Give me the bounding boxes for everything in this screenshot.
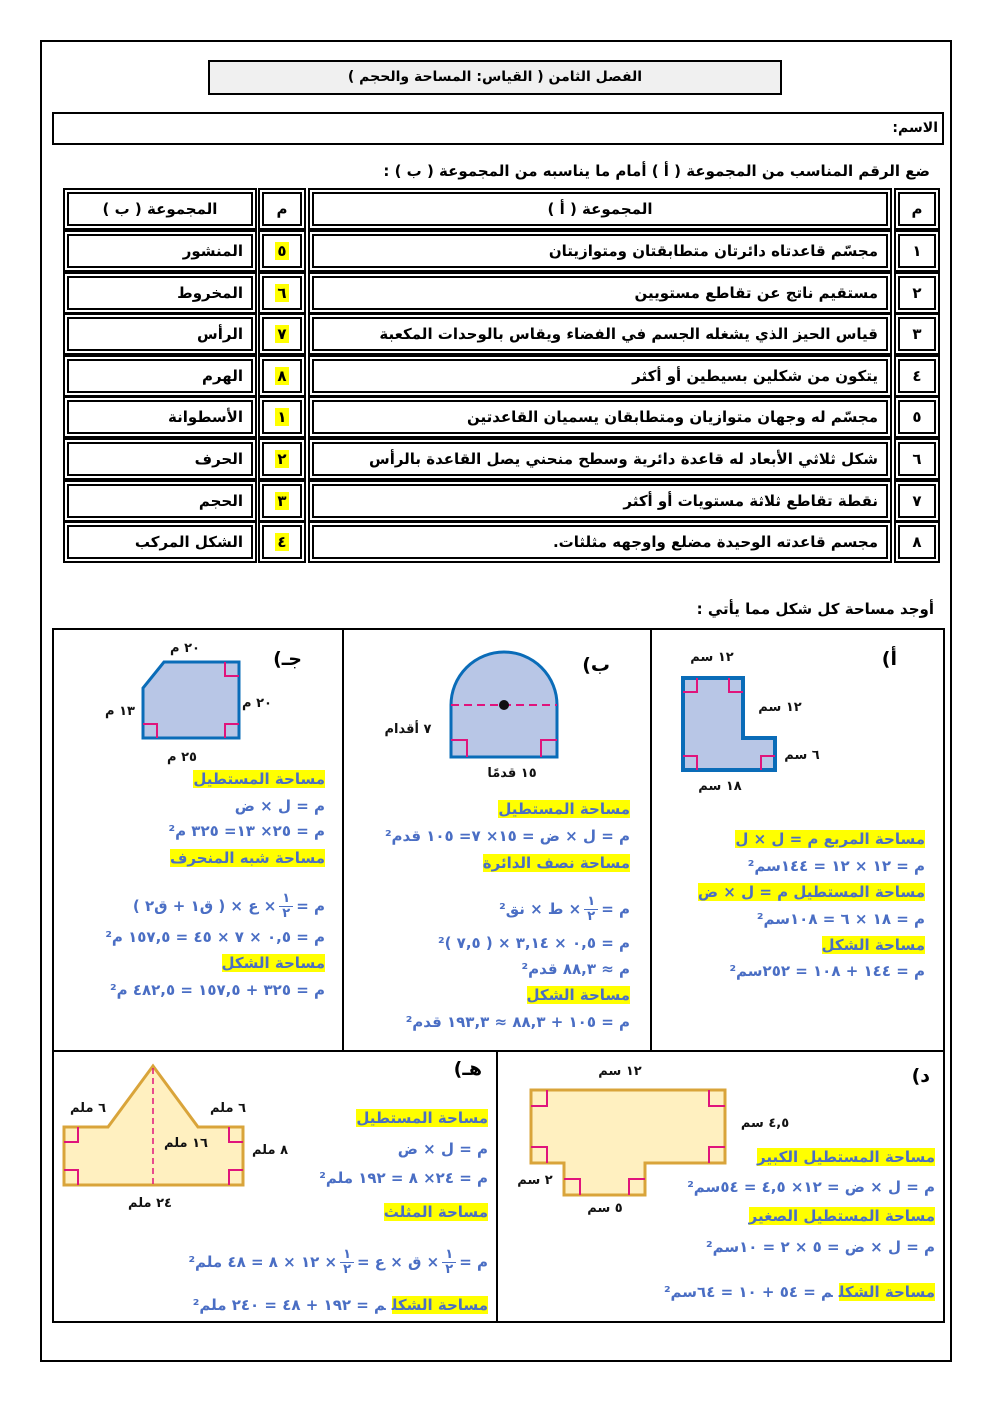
row-number: ١ [898,234,936,268]
formula-line [499,895,630,924]
group-b-item: المنشور [67,234,253,268]
formula-line: م = ١٤٤ + ١٠٨ = ٢٥٢سم² [729,962,925,980]
answer-number: ٣ [277,491,287,510]
group-b-item: المخروط [67,276,253,310]
dimension-label: ٢٠ م [170,641,200,656]
dimension-label: ٧ أقدام [384,722,432,737]
formula-text: م = ١٩٢ + ٤٨ = ٢٤٠ ملم² [192,1296,386,1314]
dimension-label: ٦ ملم [209,1101,247,1116]
areas-instruction: أوجد مساحة كل شكل مما يأتي : [696,600,934,618]
chapter-title: الفصل الثامن ( القياس: المساحة والحجم ) [208,60,782,95]
dimension-label: ٦ ملم [69,1101,107,1116]
group-a-item: يتكون من شكلين بسيطين أو أكثر [312,359,888,393]
dimension-label: ١٣ م [105,704,135,719]
dimension-label: ١٥ قدمًا [487,766,537,781]
group-b-item: الأسطوانة [67,400,253,434]
dimension-label: ١٢ سم [690,650,734,665]
formula-text: م = [601,900,630,918]
group-a-item: شكل ثلاثي الأبعاد له قاعدة دائرية وسطح منحني يصل القاعدة بالرأس [312,442,888,476]
figure-a-l-shape [683,678,775,770]
dimension-label: ٥ سم [587,1201,623,1216]
formula-line: م = ٠,٥ × ٧ × ٤٥ = ١٥٧,٥ م² [105,928,325,946]
dimension-label: ١٦ ملم [164,1136,208,1151]
section-heading: مساحة المثلث [383,1203,488,1221]
row-number: ٤ [898,359,936,393]
section-heading: مساحة الشكل [526,986,630,1004]
formula-text: × ط × نق² [499,900,582,918]
dimension-label: ٨ ملم [251,1143,289,1158]
formula-line [193,1296,488,1314]
answer-number: ٥ [277,242,287,260]
dimension-label: ٢٥ م [167,750,197,765]
dimension-label: ٤,٥ سم [740,1116,790,1131]
name-label: الاسم: [892,120,938,136]
section-heading: مساحة نصف الدائرة [482,854,630,872]
fraction-half [340,1248,354,1277]
matching-instruction: ضع الرقم المناسب من المجموعة ( أ ) أمام ما يناسبه من المجموعة ( ب ) : [383,162,930,180]
answer-number: ٧ [277,325,287,344]
fraction-numerator: ١ [340,1248,354,1263]
group-a-item: مجسّم قاعدتاه دائرتان متطابقتان ومتوازيتان [312,234,888,268]
fraction-numerator: ١ [442,1248,456,1263]
group-b-item: الرأس [67,317,253,351]
panel-label: جـ) [273,648,302,670]
fraction-denominator: ٢ [445,1262,454,1277]
formula-line: م = ل × ض = ١٥× ٧= ١٠٥ قدم² [384,827,630,845]
fraction-denominator: ٢ [587,909,596,924]
answer-number: ٦ [277,283,287,302]
formula-text: م = ٥٤ + ١٠ = ٦٤سم² [663,1283,833,1301]
fraction-denominator: ٢ [343,1262,351,1277]
section-heading: مساحة المستطيل الكبير [757,1148,935,1166]
formula-line [664,1283,935,1301]
panel-label: ب) [582,654,610,676]
answer-number: ٢ [277,450,287,468]
section-heading: مساحة المربع م = ل × ل [735,830,925,848]
formula-line: م = ل × ض = ٥ × ٢ = ١٠سم² [706,1238,935,1256]
group-b-item: الشكل المركب [67,525,253,559]
dimension-label: ٢٤ ملم [128,1196,172,1211]
group-a-item: نقطة تقاطع ثلاثة مستويات أو أكثر [312,484,888,518]
formula-line: م = ل × ض [234,797,325,815]
header-group-a: المجموعة ( أ ) [312,192,888,226]
dimension-label: ٦ سم [784,748,820,763]
figure-e-house [64,1066,243,1185]
formula-text: م = [459,1253,488,1271]
panel-label: هـ) [453,1058,482,1080]
section-heading: مساحة المستطيل [498,800,630,818]
figure-c-trapezoid [143,662,239,738]
section-heading: مساحة المستطيل الصغير [748,1207,935,1225]
group-a-item: مستقيم ناتج عن تقاطع مستويين [312,276,888,310]
row-number: ٦ [898,442,936,476]
formula-line: م ≈ ٨٨,٣ قدم² [521,960,630,978]
formula-line: م = ل × ض = ١٢× ٤,٥ = ٥٤سم² [687,1178,935,1196]
formula-text: م = [296,897,325,915]
section-heading: مساحة المستطيل [193,770,325,788]
group-b-item: الحجم [67,484,253,518]
header-group-b: المجموعة ( ب ) [67,192,253,226]
fraction-numerator: ١ [584,895,598,910]
dimension-label: ١٨ سم [698,779,742,794]
row-number: ٧ [898,484,936,518]
answer-number: ٨ [277,366,287,385]
dimension-label: ١٢ سم [758,700,802,715]
row-number: ٣ [898,317,936,351]
formula-text: × ١٢ × ٨ = ٤٨ ملم² [188,1253,338,1271]
answer-number: ٤ [277,533,287,552]
formula-line: م = ١٠٥ + ٨٨,٣ ≈ ١٩٣,٣ قدم² [405,1013,630,1031]
formula-line: م = ل × ض [397,1140,488,1158]
dimension-label: ١٢ سم [598,1064,642,1079]
fraction-denominator: ٢ [282,906,291,921]
panel-label: د) [911,1065,930,1087]
group-a-item: مجسم قاعدته الوحيدة مضلع واوجهه مثلثات. [312,525,888,559]
formula-text: × ق × ع = [357,1253,440,1271]
formula-line: م = ٣٢٥ + ١٥٧,٥ = ٤٨٢,٥ م² [110,981,325,999]
formula-line: م = ١٨ × ٦ = ١٠٨سم² [756,910,925,928]
row-number: ٥ [898,400,936,434]
formula-line: م = ٠,٥ × ٣,١٤ × ( ٧,٥ )² [438,934,630,952]
dimension-label: ٢ سم [517,1173,553,1188]
section-heading: مساحة المستطيل [356,1109,488,1127]
panel-label: أ) [881,648,897,670]
fraction-half [279,892,293,921]
formula-line: م = ٢٥× ١٣= ٣٢٥ م² [168,822,325,840]
group-a-item: مجسّم له وجهان متوازيان ومتطابقان يسميان القاعدتين [312,400,888,434]
row-number: ٢ [898,276,936,310]
section-heading: مساحة المستطيل م = ل × ض [697,883,925,901]
section-heading: مساحة الشكل [821,936,925,954]
section-heading: مساحة الشكل [221,954,325,972]
section-heading: مساحة شبه المنحرف [169,849,325,867]
group-b-item: الهرم [67,359,253,393]
figure-b-arch [451,652,557,757]
dimension-label: ٢٠ م [242,696,272,711]
fraction-half [442,1248,456,1277]
row-number: ٨ [898,525,936,559]
fraction-half [584,895,598,924]
formula-line: م = ٢٤× ٨ = ١٩٢ ملم² [319,1169,488,1187]
formula-line [133,892,325,921]
header-m-b: م [262,192,302,226]
section-heading: مساحة الشكل [391,1296,488,1314]
answer-number: ١ [277,408,287,427]
formula-text: × ع × ( ق١ + ق٢ ) [132,897,277,915]
header-m: م [898,192,936,226]
formula-line [188,1248,488,1277]
formula-line: م = ١٢ × ١٢ = ١٤٤سم² [747,857,925,875]
group-b-item: الحرف [67,442,253,476]
group-a-item: قياس الحيز الذي يشغله الجسم في الفضاء ويقاس بالوحدات المكعبة [312,317,888,351]
fraction-numerator: ١ [279,892,293,907]
section-heading: مساحة الشكل [838,1283,935,1301]
